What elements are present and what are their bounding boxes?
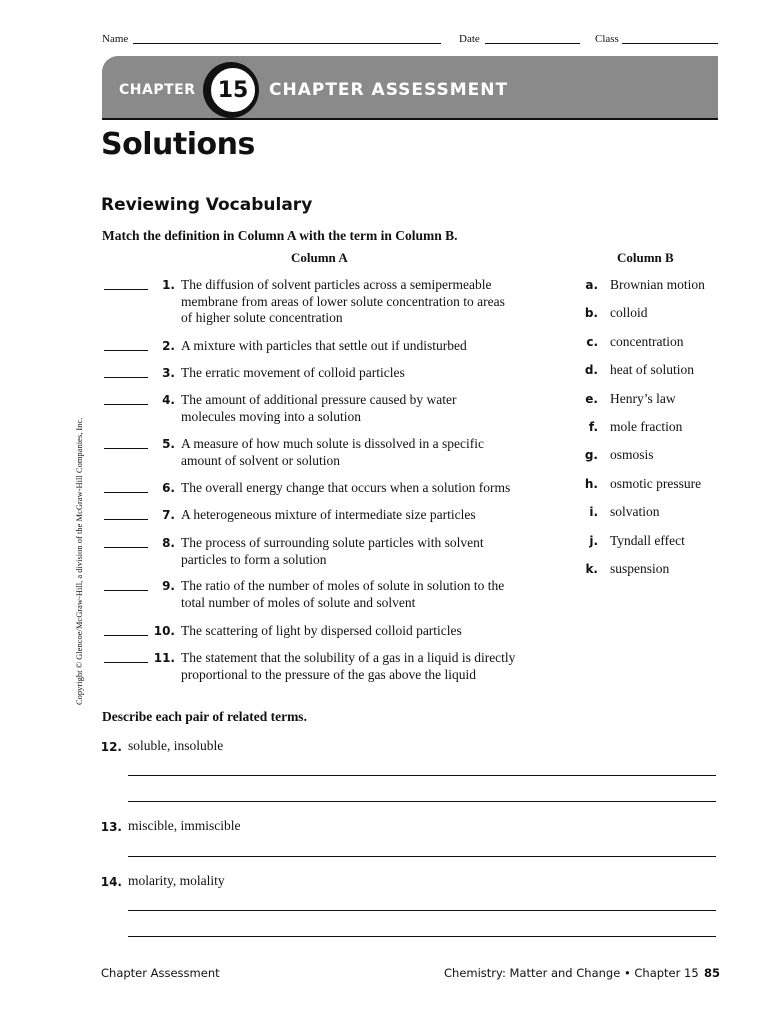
question-text: The statement that the solubility of a gas in a liquid is directly [181,650,516,665]
term-text: Brownian motion [610,277,705,292]
answer-blank[interactable] [104,662,148,663]
question-number: 6. [162,481,175,495]
term-text: osmosis [610,447,654,462]
date-field[interactable] [485,43,580,44]
term-text: osmotic pressure [610,476,702,491]
term-letter: f. [588,420,598,434]
answer-blank[interactable] [104,590,148,591]
answer-line[interactable] [128,775,716,776]
date-label: Date [459,33,480,45]
page-title: Solutions [101,127,255,162]
footer-right: Chemistry: Matter and Change • Chapter 15 [444,966,699,980]
question-text: amount of solvent or solution [181,452,340,468]
question-text: particles to form a solution [181,551,327,567]
pair-number: 12. [100,740,122,754]
chapter-number: 15 [209,66,257,114]
term-letter: g. [584,448,598,462]
answer-blank[interactable] [104,289,148,290]
pair-terms: soluble, insoluble [128,738,224,753]
question-text: The erratic movement of colloid particles [181,365,405,380]
section-heading: Reviewing Vocabulary [101,195,313,215]
term-text: solvation [610,504,660,519]
question-text: proportional to the pressure of the gas above the liquid [181,666,477,682]
question-number: 10. [153,624,175,638]
question-text: molecules moving into a solution [181,408,361,424]
copyright-notice: Copyright © Glencoe/McGraw-Hill, a division of the McGraw-Hill Companies, Inc. [74,417,84,705]
term-letter: b. [584,306,598,320]
name-field[interactable] [133,43,441,44]
describe-instruction: Describe each pair of related terms. [102,709,307,724]
question-text: The amount of additional pressure caused by water [181,392,457,407]
answer-blank[interactable] [104,492,148,493]
question-text: The scattering of light by dispersed colloid particles [181,623,462,638]
term-letter: j. [589,534,598,548]
question-number: 9. [162,579,175,593]
question-text: The process of surrounding solute particles with solvent [181,535,484,550]
question-text: The diffusion of solvent particles across a semipermeable [181,277,492,292]
name-label: Name [102,33,129,45]
question-number: 11. [153,651,175,665]
term-letter: c. [586,335,598,349]
term-letter: a. [585,278,598,292]
question-number: 5. [162,437,175,451]
answer-blank[interactable] [104,404,148,405]
term-letter: k. [585,562,598,576]
question-text: A measure of how much solute is dissolved in a specific [181,436,484,451]
pair-number: 13. [100,820,122,834]
question-number: 3. [162,366,175,380]
term-text: Henry’s law [610,391,676,406]
answer-line[interactable] [128,856,716,857]
question-number: 7. [162,508,175,522]
term-text: Tyndall effect [610,533,685,548]
column-b-header: Column B [617,250,674,265]
answer-blank[interactable] [104,547,148,548]
answer-line[interactable] [128,910,716,911]
answer-line[interactable] [128,801,716,802]
class-label: Class [595,33,619,45]
term-text: mole fraction [610,419,683,434]
match-instruction: Match the definition in Column A with the term in Column B. [102,228,458,243]
pair-number: 14. [100,875,122,889]
term-letter: d. [584,363,598,377]
term-letter: h. [584,477,598,491]
pair-terms: molarity, molality [128,873,225,888]
pair-terms: miscible, immiscible [128,818,241,833]
answer-blank[interactable] [104,635,148,636]
question-text: membrane from areas of lower solute concentration to areas [181,293,505,309]
answer-blank[interactable] [104,350,148,351]
answer-blank[interactable] [104,377,148,378]
class-field[interactable] [622,43,718,44]
question-text: A mixture with particles that settle out if undisturbed [181,338,467,353]
question-number: 2. [162,339,175,353]
chapter-label: CHAPTER [119,82,196,98]
question-number: 4. [162,393,175,407]
term-text: colloid [610,305,648,320]
answer-blank[interactable] [104,448,148,449]
question-number: 8. [162,536,175,550]
term-text: suspension [610,561,670,576]
answer-blank[interactable] [104,519,148,520]
answer-line[interactable] [128,936,716,937]
term-text: concentration [610,334,684,349]
term-letter: i. [589,505,598,519]
term-text: heat of solution [610,362,694,377]
question-text: The overall energy change that occurs when a solution forms [181,480,511,495]
column-a-header: Column A [291,250,348,265]
question-text: The ratio of the number of moles of solute in solution to the [181,578,505,593]
question-number: 1. [162,278,175,292]
question-text: total number of moles of solute and solvent [181,594,416,610]
question-text: A heterogeneous mixture of intermediate size particles [181,507,476,522]
banner-rule [102,118,718,120]
page-number: 85 [704,966,721,980]
assessment-label: CHAPTER ASSESSMENT [269,80,509,100]
footer-left: Chapter Assessment [101,966,220,980]
question-text: of higher solute concentration [181,310,343,325]
term-letter: e. [585,392,598,406]
